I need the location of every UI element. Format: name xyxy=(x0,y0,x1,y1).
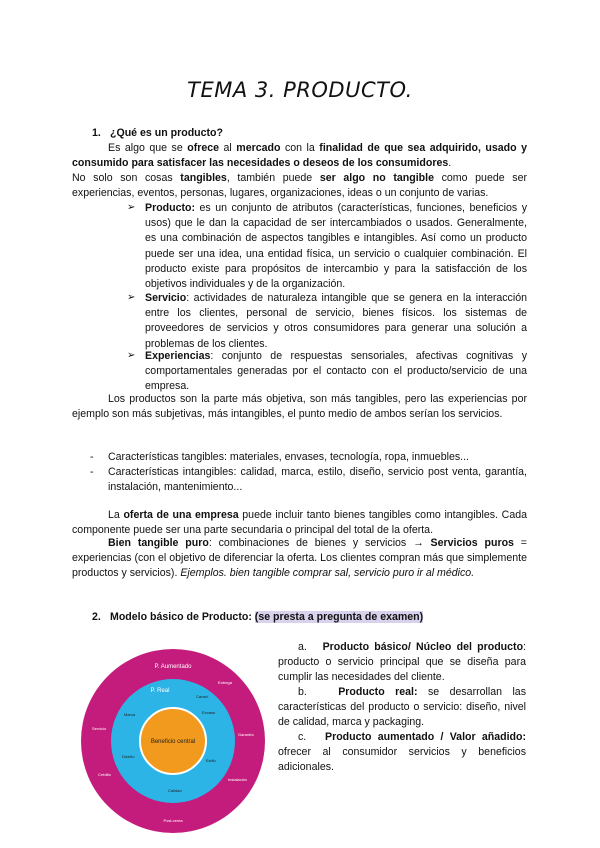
text-run: al xyxy=(219,142,237,154)
text-run: = experiencias (con el objetivo de diferenciar la oferta. Los clientes compran más que simplemente productos y servicios). xyxy=(72,537,527,580)
item-letter: c. xyxy=(298,731,307,743)
bullet-text: es un conjunto de atributos (características, funciones, beneficios y usos) que le dan la capacidad de ser intercambiados o usados. Generalmente, es una combinación de aspectos tangibles e intangibles. Así como un producto puede ser una idea, una entidad física, un servicio o cualquier combinación. El producto existe para propósitos de intercambio y para la satisfacción de los objetivos individuales y de la organización. xyxy=(145,202,527,291)
bold-run: oferta de una empresa xyxy=(123,509,239,521)
section1-heading: ¿Qué es un producto? xyxy=(110,127,223,139)
section2-number: 2. xyxy=(92,611,101,623)
text-run: La xyxy=(108,509,124,521)
text-run: Es algo que se xyxy=(108,142,188,154)
outer-item: Garantía xyxy=(238,732,254,737)
arrow-bullet-icon: ➢ xyxy=(127,202,136,213)
arrow-bullet-icon: ➢ xyxy=(127,292,136,303)
bullet-term: Servicio xyxy=(145,292,187,304)
arrow-bullet-icon: ➢ xyxy=(127,350,136,361)
bullet-servicio xyxy=(145,291,527,352)
bold-run: ser algo no tangible xyxy=(319,172,434,184)
dash-mark: - xyxy=(90,466,94,478)
bold-run: Bien tangible puro xyxy=(108,537,209,549)
outer-item: Entrega xyxy=(218,680,233,685)
bold-run: Servicios puros xyxy=(430,537,514,549)
text-run: con la xyxy=(280,142,320,154)
exam-highlight: (se presta a pregunta de examen) xyxy=(254,611,424,623)
outer-item: Servicio xyxy=(92,726,107,731)
outer-ring-label: P. Aumentado xyxy=(154,664,192,670)
bullet-term: Experiencias xyxy=(145,350,211,362)
text-run: , también puede xyxy=(226,172,320,184)
item-text: ofrecer al consumidor servicios y beneficios adicionales. xyxy=(278,746,526,774)
italic-example: Ejemplos. bien tangible comprar sal, servicio puro ir al médico. xyxy=(180,567,475,580)
middle-item: Caract. xyxy=(196,694,209,699)
dash-mark: - xyxy=(90,451,94,463)
bold-run: ofrece xyxy=(187,142,220,154)
middle-item: Marca xyxy=(124,712,136,717)
bold-run: tangibles xyxy=(180,172,227,184)
item-term: Producto real: xyxy=(338,686,418,698)
middle-item: Estilo xyxy=(206,758,216,763)
middle-ring-label: P. Real xyxy=(150,688,170,694)
item-text: : producto o servicio principal que se diseña para cumplir las necesidades del cliente. xyxy=(278,641,526,684)
bold-run: finalidad de que sea adquirido, usado y consumido para satisfacer las necesidades o deseos de los consumidores xyxy=(72,142,528,170)
item-term: Producto básico/ Núcleo del producto xyxy=(322,641,524,653)
list-item: Características tangibles: materiales, envases, tecnología, ropa, inmuebles... xyxy=(108,451,469,463)
bullet-producto xyxy=(145,201,527,292)
paragraph-oferta xyxy=(72,508,527,538)
section2-heading xyxy=(110,610,423,625)
text-run: : combinaciones de bienes y servicios → xyxy=(208,537,431,549)
text-run: . xyxy=(448,157,452,170)
text-run: puede incluir tanto bienes tangibles como intangibles. Cada componente puede ser una parte secundaria o principal del total de la oferta. xyxy=(72,509,528,537)
section1-number: 1. xyxy=(92,127,101,139)
item-producto-aumentado xyxy=(278,730,526,776)
item-letter: a. xyxy=(298,641,307,653)
text-run: como puede ser experiencias, eventos, personas, lugares, organizaciones, ideas o un conjunto de varias. xyxy=(72,172,527,200)
item-letter: b. xyxy=(298,686,307,698)
outer-item: Crédito xyxy=(98,772,111,777)
outer-item: Instalación xyxy=(228,777,248,782)
paragraph-definition xyxy=(72,141,527,171)
page-title: TEMA 3. PRODUCTO. xyxy=(187,78,413,102)
item-text: se desarrollan las características del producto o servicio: diseño, nivel de calidad, marca y packaging. xyxy=(278,686,526,729)
bullet-text: : actividades de naturaleza intangible que se genera en la interacción entre los clientes, personal de servicio, bienes físicos. los sistemas de proveedores de servicios y otros consumidores para generar una solución a problemas de los clientes. xyxy=(145,292,527,350)
paragraph-tangible-puro xyxy=(72,536,527,582)
core-label: Beneficio central xyxy=(150,739,196,745)
text-run: No solo son cosas xyxy=(72,172,181,184)
product-levels-diagram xyxy=(78,646,268,836)
middle-item: Calidad xyxy=(168,788,182,793)
item-term: Producto aumentado / Valor añadido: xyxy=(325,731,526,743)
bold-run: mercado xyxy=(236,142,281,154)
item-producto-basico xyxy=(278,640,526,686)
middle-item: Envase xyxy=(202,710,216,715)
bullet-text: : conjunto de respuestas sensoriales, afectivas cognitivas y comportamentales generadas por el contacto con el producto/servicio de una empresa. xyxy=(145,350,527,393)
bullet-experiencias xyxy=(145,349,527,395)
bullet-term: Producto: xyxy=(145,202,196,214)
paragraph-tangible xyxy=(72,171,527,201)
middle-item: Diseño xyxy=(122,754,135,759)
heading-text: Modelo básico de Producto: xyxy=(110,611,255,623)
item-producto-real xyxy=(278,685,526,731)
outer-item: Post-venta xyxy=(163,818,183,823)
paragraph-comparison: Los productos son la parte más objetiva, son más tangibles, pero las experiencias por ejemplo son más subjetivas, más intangibles, el punto medio de ambos serían los servicios. xyxy=(72,393,527,421)
list-item: Características intangibles: calidad, marca, estilo, diseño, servicio post venta, garantía, instalación, mantenimiento... xyxy=(108,466,527,494)
